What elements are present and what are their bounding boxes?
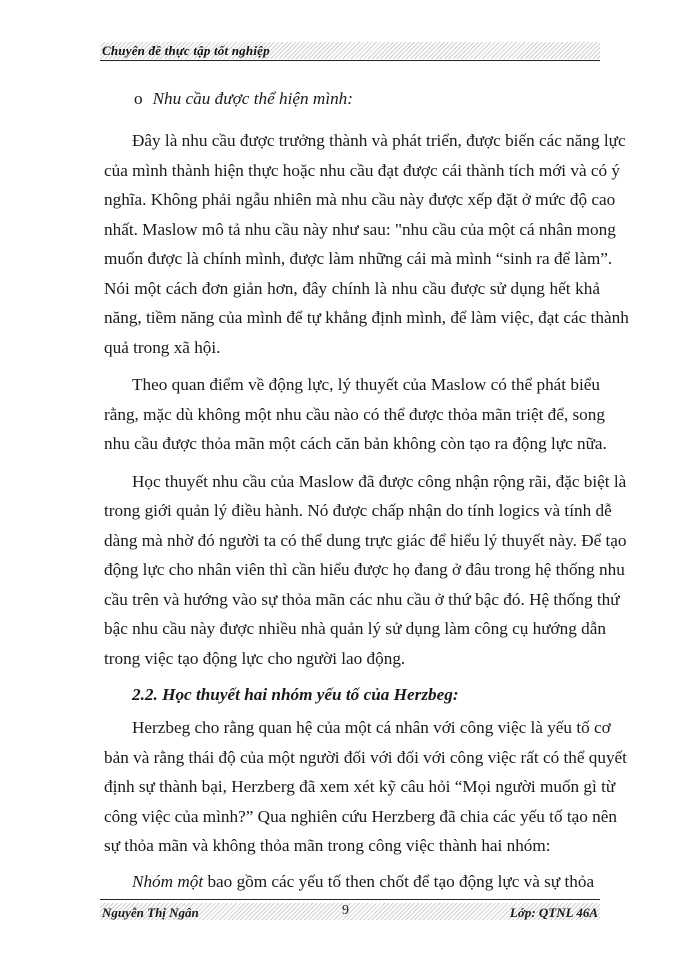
text-line: dàng mà nhờ đó người ta có thể dung trực giác để hiểu lý thuyết này. Để tạo (104, 530, 627, 550)
footer-rule (100, 899, 600, 900)
text-line: Theo quan điểm về động lực, lý thuyết của Maslow có thể phát biểu (132, 375, 600, 394)
text-line: động lực cho nhân viên thì cần hiểu được họ đang ở đâu trong hệ thống nhu (104, 560, 625, 579)
paragraph-1 (104, 126, 629, 362)
bullet-item (104, 80, 600, 118)
text-run: bao gồm các yếu tố then chốt để tạo động lực và sự thỏa (203, 871, 595, 891)
paragraph-4 (104, 713, 627, 861)
paragraph-3 (104, 467, 627, 674)
bullet-mark: o (134, 89, 143, 108)
text-line: Nói một cách đơn giản hơn, đây chính là nhu cầu được sử dụng hết khả (104, 278, 600, 298)
footer-class: Lớp: QTNL 46A (509, 905, 598, 920)
text-line: muốn được là chính mình, được làm những cái mà mình “sinh ra để làm”. (104, 249, 613, 268)
text-line: nghĩa. Không phải ngẫu nhiên mà nhu cầu này được xếp đặt ở mức độ cao (104, 190, 616, 209)
text-line: Herzbeg cho rằng quan hệ của một cá nhân với công việc là yếu tố cơ (132, 718, 611, 737)
text-line: năng, tiềm năng của mình để tự khẳng định mình, để làm việc, đạt các thành (104, 308, 629, 327)
bullet-text: Nhu cầu được thể hiện mình: (152, 89, 354, 108)
text-line: trong giới quản lý điều hành. Nó được chấp nhận do tính logics và tính dễ (104, 501, 612, 520)
paragraph-2 (104, 370, 607, 459)
text-line: công việc của mình?” Qua nghiên cứu Herzberg đã chia các yếu tố tạo nên (104, 806, 617, 826)
text-line: bậc nhu cầu này được nhiều nhà quản lý sử dụng làm công cụ hướng dẫn (104, 619, 606, 638)
text-line: nhất. Maslow mô tả nhu cầu này như sau: "nhu cầu của một cá nhân mong (104, 219, 616, 239)
text-line: nhu cầu được thỏa mãn một cách căn bản không còn tạo ra động lực nữa. (104, 434, 607, 453)
text-line: rằng, mặc dù không một nhu cầu nào có thể được thỏa mãn triệt để, song (104, 404, 605, 424)
paragraph-5 (104, 867, 600, 897)
text-line: của mình thành hiện thực hoặc nhu cầu đạt được cái thành tích mới và có ý (104, 160, 620, 180)
text-line: định sự thành bại, Herzberg đã xem xét kỹ câu hỏi “Mọi người muốn gì từ (104, 777, 616, 796)
section-heading: 2.2. Học thuyết hai nhóm yếu tố của Herzbeg: (132, 685, 459, 704)
page-number: 9 (342, 903, 349, 918)
text-line: Đây là nhu cầu được trưởng thành và phát triển, được biến các năng lực (132, 131, 626, 150)
italic-term: Nhóm một (132, 871, 204, 891)
header-rule (100, 60, 600, 61)
text-line: Học thuyết nhu cầu của Maslow đã được công nhận rộng rãi, đặc biệt là (132, 471, 627, 491)
footer-author: Nguyễn Thị Ngân (102, 905, 199, 920)
text-line: cầu trên và hướng vào sự thỏa mãn các nhu cầu ở thứ bậc đó. Hệ thống thứ (104, 589, 620, 609)
text-line (104, 867, 600, 897)
text-line: sự thỏa mãn và không thỏa mãn trong công việc thành hai nhóm: (104, 836, 551, 855)
text-line: trong việc tạo động lực cho người lao động. (104, 648, 406, 668)
page-body (104, 80, 629, 896)
text-line: quả trong xã hội. (104, 337, 221, 357)
text-line: bản và rằng thái độ của một người đối với đối với công việc rất có thể quyết (104, 747, 627, 767)
header-title: Chuyên đề thực tập tốt nghiệp (102, 43, 270, 58)
